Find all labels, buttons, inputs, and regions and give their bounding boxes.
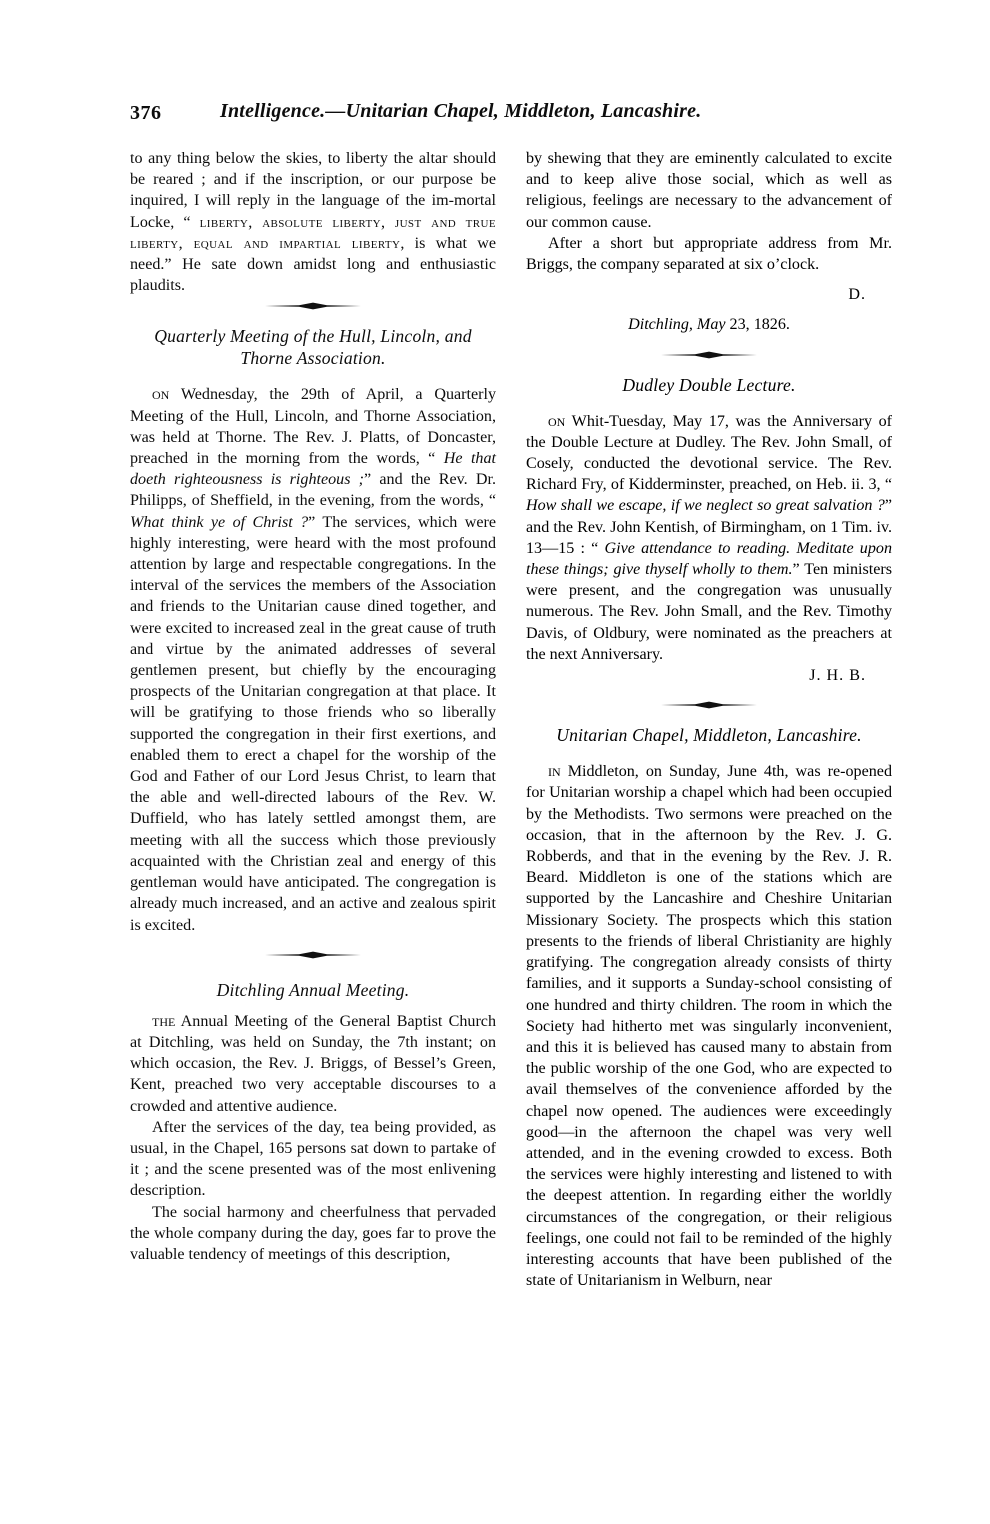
dateline-place: Ditchling, May: [628, 316, 726, 334]
hull-body-part-2: ” and the Rev. Dr. Philipps, of Sheffield, in the evening, from the words, “: [130, 471, 496, 510]
dudley-scripture-quote-2: Give attendance to reading. Meditate upon these things; give thyself wholly to them.: [526, 539, 892, 579]
hull-opening-smallcaps: on: [152, 383, 170, 404]
dateline-ditchling: [526, 314, 892, 335]
dudley-scripture-quote-1: How shall we escape, if we neglect so great salvation ?: [526, 497, 885, 515]
ditchling-continued-paragraph-2: After a short but appropriate address from Mr. Briggs, the company separated at six o’clock.: [526, 234, 892, 274]
ditchling-paragraph-1-text: Annual Meeting of the General Baptist Church at Ditchling, was held on Sunday, the 7th instant; on which occasion, the Rev. J. Briggs, of Bessel’s Green, Kent, preached two very acceptable discourses to a crowded and attentive audience.: [130, 1012, 496, 1115]
middleton-article-body: [526, 760, 892, 1291]
left-column: [130, 148, 496, 1265]
continued-text-after-caps: , is what we need.” He sate down amidst long and enthusiastic plaudits.: [130, 234, 496, 295]
locke-quotation-smallcaps: liberty, absolute liberty, just and true liberty, equal and impartial liberty: [130, 213, 496, 252]
ornament-rule: [526, 345, 892, 365]
hull-article-body: [130, 383, 496, 935]
hull-body-part-1: Wednesday, the 29th of April, a Quarterly Meeting of the Hull, Lincoln, and Thorne Association, was held at Thorne. The Rev. J. Platts, of Doncaster, preached in the morning from the words, “: [130, 386, 496, 468]
section-heading-hull: Quarterly Meeting of the Hull, Lincoln, and Thorne Association.: [154, 326, 472, 369]
ornament-rule: [130, 296, 496, 316]
ornament-rule: [526, 695, 892, 715]
ditchling-opening-smallcaps: the: [152, 1009, 176, 1030]
running-head-title: Intelligence.—Unitarian Chapel, Middleton, Lancashire.: [220, 100, 702, 122]
section-heading-ditchling: Ditchling Annual Meeting.: [216, 979, 410, 1000]
dudley-body-part-3: ” Ten ministers were present, and the congregation was unusually numerous. The Rev. John Small, and the Rev. Timothy Davis, of Oldbury, were nominated as the preachers at the next Anniversary.: [526, 561, 892, 663]
ornament-rule-icon: [661, 701, 757, 709]
page-number: 376: [130, 102, 162, 124]
section-heading-middleton: Unitarian Chapel, Middleton, Lancashire.: [556, 725, 862, 746]
continued-paragraph: [130, 148, 496, 296]
middleton-opening-smallcaps: in: [548, 760, 561, 781]
dudley-article-body: [526, 410, 892, 665]
dudley-body-part-1: Whit-Tuesday, May 17, was the Anniversary of the Double Lecture at Dudley. The Rev. John Small, of Cosely, conducted the devotional service. The Rev. Richard Fry, of Kidderminster, preached, on Heb. ii. 3, “: [526, 412, 892, 494]
right-column: [526, 148, 892, 1291]
ornament-rule-icon: [265, 302, 361, 310]
section-heading-dudley: Dudley Double Lecture.: [622, 374, 796, 395]
hull-scripture-quote-1: He that doeth righteousness is righteous ;: [130, 450, 496, 489]
continued-text-before-caps: to any thing below the skies, to liberty the altar should be reared ; and if the inscription, or our purpose be inquired, I will reply in the language of the im-mortal Locke, “: [130, 150, 496, 231]
ornament-rule-icon: [265, 951, 361, 959]
dateline-date: 23, 1826.: [725, 316, 790, 334]
ornament-rule-icon: [661, 351, 757, 359]
ditchling-paragraph-3: The social harmony and cheerfulness that pervaded the whole company during the day, goes far to prove the valuable tendency of meetings of this description,: [130, 1203, 496, 1263]
ornament-rule: [130, 945, 496, 965]
ditchling-paragraph-1: [130, 1010, 496, 1117]
signature-d: D.: [848, 286, 866, 304]
middleton-body-text: Middleton, on Sunday, June 4th, was re-opened for Unitarian worship a chapel which had been occupied by the Methodists. Two sermons were preached on the occasion, that in the afternoon by the Rev. J. G. Robberds, and that in the evening by the Rev. J. R. Beard. Middleton is one of the stations which are supported by the Lancashire and Cheshire Unitarian Missionary Society. The prospects which this station presents to the friends of liberal Christianity are highly gratifying. The congregation already consists of thirty families, and it supports a Sunday-school consisting of one hundred and thirty children. The room in which the Society had hitherto met was singularly inconvenient, and this it is believed has caused many to abstain from the public worship of the one God, who are expected to avail themselves of the convenience afforded by the chapel now opened. The audiences were exceedingly good—in the afternoon the chapel was very well attended, and in the evening crowded to excess. Both the services were highly interesting and listened to with the deepest attention. In regarding either the worldly circumstances of the congregation, or their religious feelings, one could not fail to be reminded of the highly interesting accounts that have been published of the state of Unitarianism in Welburn, near: [526, 763, 892, 1290]
dudley-body-part-2: ” and the Rev. John Kentish, of Birmingham, on 1 Tim. iv. 13—15 : “: [526, 497, 892, 557]
signature-jhb: J. H. B.: [809, 667, 866, 685]
ditchling-continued-paragraph-1: by shewing that they are eminently calculated to excite and to keep alive those social, which as well as religious, feelings are necessary to the advancement of our common cause.: [526, 150, 892, 231]
dudley-opening-smallcaps: on: [548, 409, 566, 430]
hull-body-part-3: ” The services, which were highly interesting, were heard with the most profound attention by large and respectable congregations. In the interval of the services the members of the Association and friends to the Unitarian cause dined together, and were excited to increased zeal in the great cause of truth and virtue by the animated addresses of several gentlemen present, but chiefly by the encouraging prospects of the Unitarian congregation at that place. It will be gratifying to those friends who so liberally supported the congregation in their first exertions, and enabled them to erect a chapel for the worship of the God and Father of our Lord Jesus Christ, to learn that the able and well-directed labours of the Rev. W. Duffield, who has lately settled amongst them, are meeting with all the success which those previously acquainted with the Christian zeal and energy of this gentleman would have anticipated. The congregation is already much increased, and an active and zealous spirit is excited.: [130, 513, 496, 934]
ditchling-paragraph-2: After the services of the day, tea being provided, as usual, in the Chapel, 165 persons sat down to partake of it ; and the scene presented was of the most enlivening description.: [130, 1118, 496, 1200]
hull-scripture-quote-2: What think ye of Christ ?: [130, 513, 309, 531]
running-head: [130, 100, 890, 130]
